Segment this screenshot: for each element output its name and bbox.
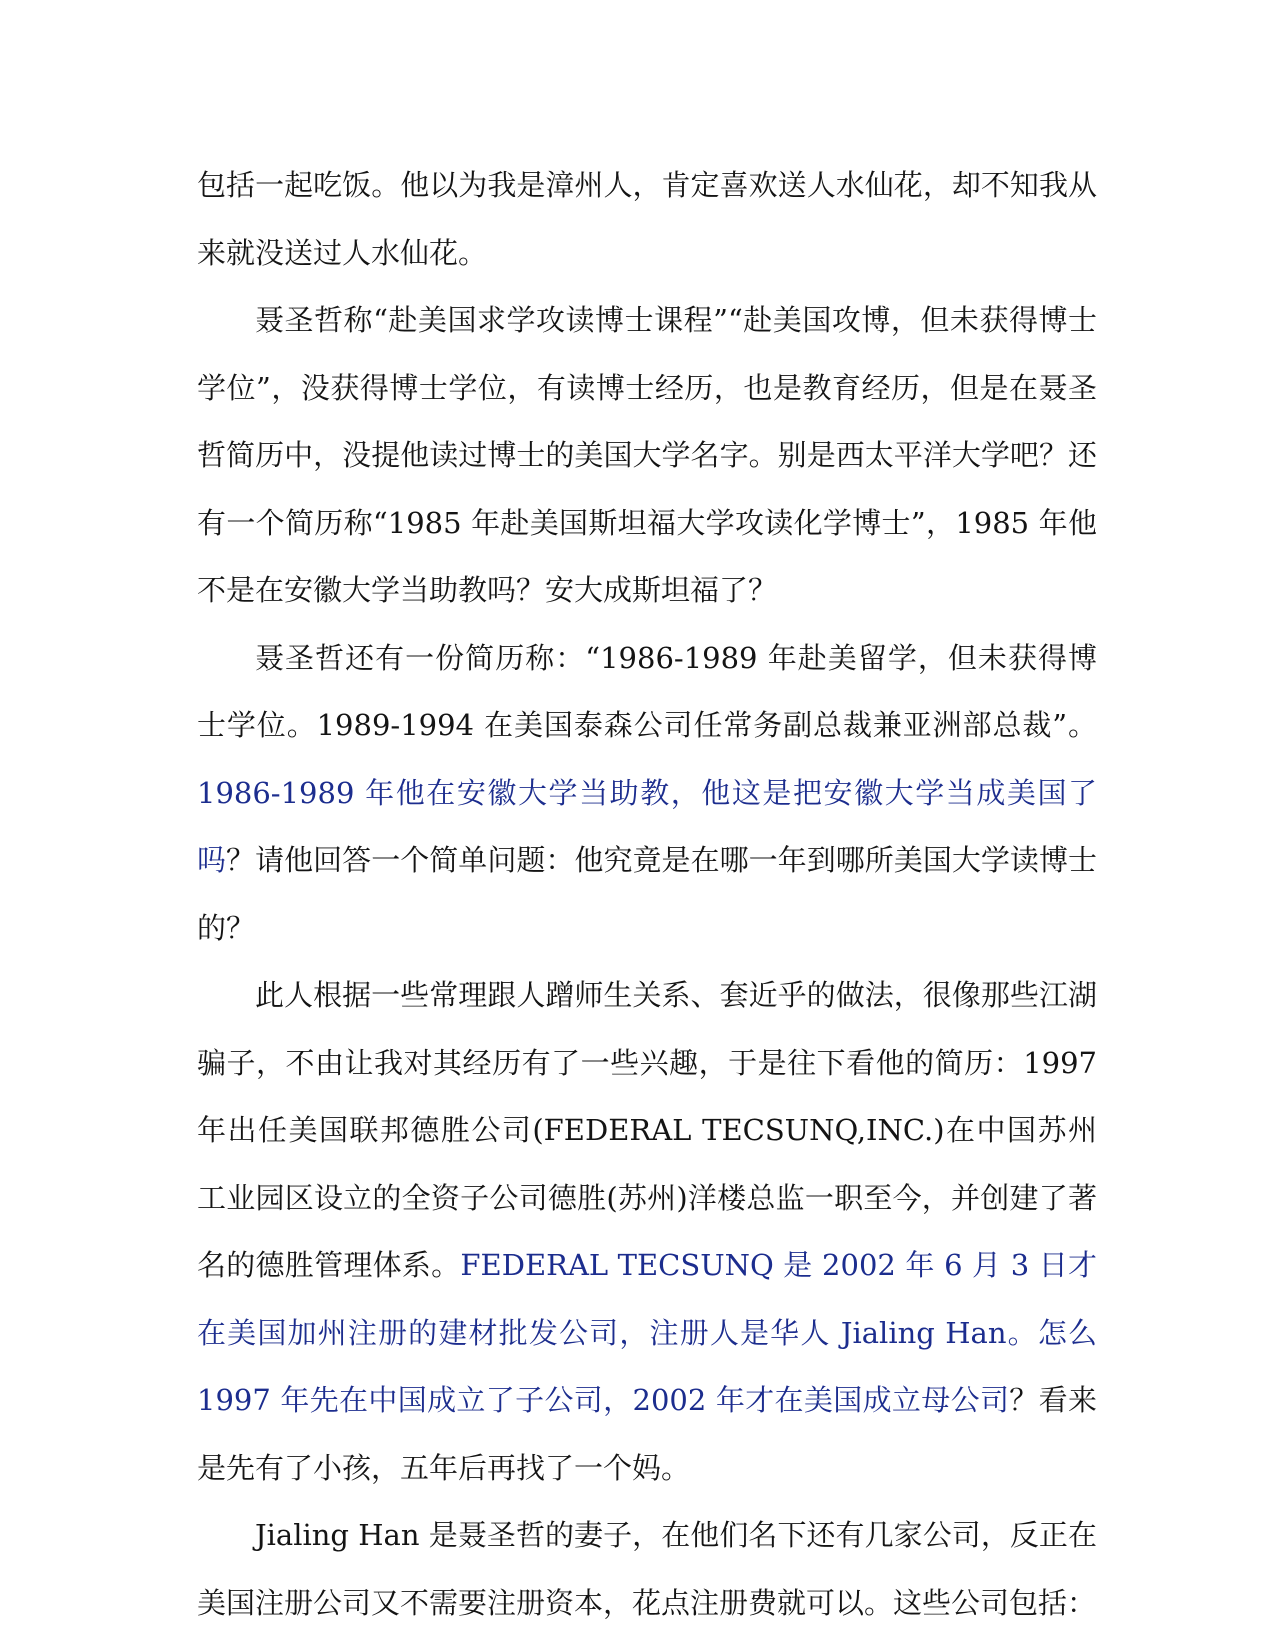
text-span: 包括一起吃饭。他以为我是漳州人，肯定喜欢送人水仙花，却不知我从来就没送过人水仙花。 (197, 168, 1097, 270)
text-span: 聂圣哲称“赴美国求学攻读博士课程”“赴美国攻博，但未获得博士学位”，没获得博士学位，有读博士经历，也是教育经历，但是在聂圣哲简历中，没提他读过博士的美国大学名字。别是西太平洋大学吧？还有一个简历称“1985 年赴美国斯坦福大学攻读化学博士”，1985 年他不是在安徽大学当助教吗？安大成斯坦福了？ (197, 303, 1097, 607)
paragraph-3 (197, 625, 1097, 963)
paragraph-1 (197, 152, 1097, 287)
paragraph-5 (197, 1502, 1097, 1637)
text-span: 聂圣哲还有一份简历称：“1986-1989 年赴美留学，但未获得博士学位。1989-1994 在美国泰森公司任常务副总裁兼亚洲部总裁”。 (197, 640, 1097, 742)
paragraph-2 (197, 287, 1097, 625)
highlighted-text-span: FEDERAL TECSUNQ 是 2002 年 6 月 3 日才在美国加州注册的建材批发公司，注册人是华人 Jialing Han。怎么 1997 年先在中国成立了子公司，2002 年才在美国成立母公司 (197, 1248, 1097, 1417)
paragraph-4 (197, 962, 1097, 1502)
text-span: ？看来是先有了小孩，五年后再找了一个妈。 (197, 1383, 1097, 1485)
text-span: ？请他回答一个简单问题：他究竟是在哪一年到哪所美国大学读博士的？ (197, 843, 1097, 945)
text-span: Jialing Han 是聂圣哲的妻子，在他们名下还有几家公司，反正在美国注册公司又不需要注册资本，花点注册费就可以。这些公司包括： (197, 1518, 1097, 1620)
text-span: 此人根据一些常理跟人蹭师生关系、套近乎的做法，很像那些江湖骗子，不由让我对其经历有了一些兴趣，于是往下看他的简历：1997 年出任美国联邦德胜公司(FEDERAL TECSUNQ,INC.)在中国苏州工业园区设立的全资子公司德胜(苏州)洋楼总监一职至今，并创建了著名的德胜管理体系。 (197, 978, 1097, 1282)
highlighted-text-span: 1986-1989 年他在安徽大学当助教，他这是把安徽大学当成美国了吗 (197, 775, 1097, 877)
document-page (197, 152, 1097, 1637)
